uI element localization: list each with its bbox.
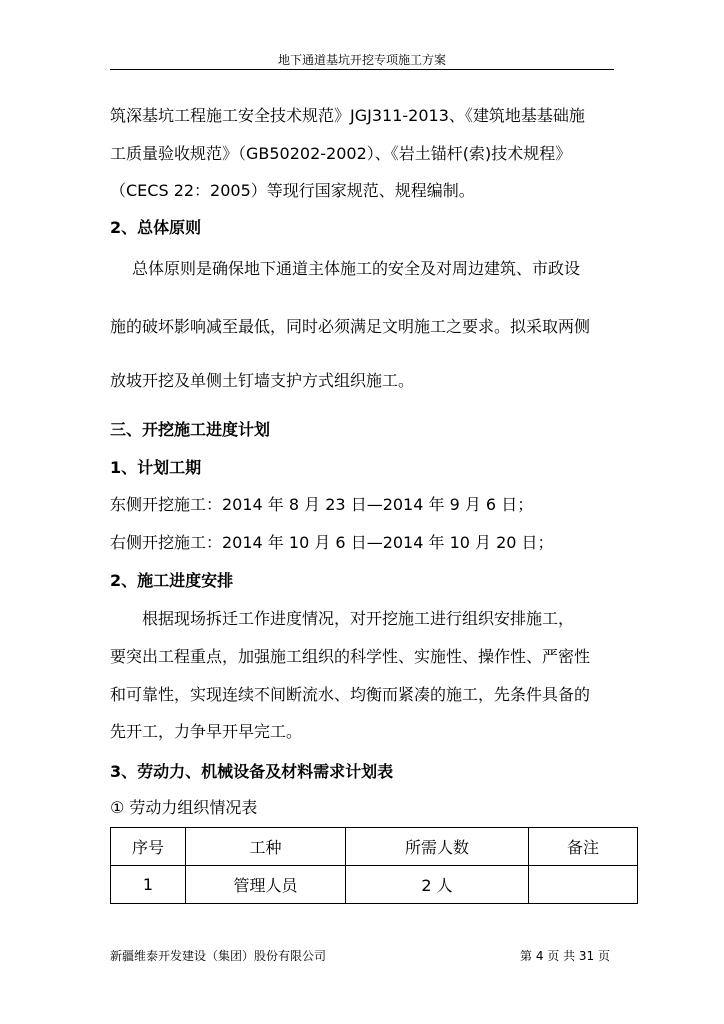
header-divider: [110, 69, 614, 70]
paragraph-line: 放坡开挖及单侧土钉墙支护方式组织施工。: [110, 371, 415, 390]
paragraph-line: 先开工，力争早开早完工。: [110, 722, 303, 741]
column-header: 备注: [529, 828, 638, 866]
paragraph-line: 工质量验收规范》（GB50202-2002）、《岩土锚杆(索)技术规程》: [110, 144, 572, 163]
paragraph-line: 和可靠性，实现连续不间断流水、均衡而紧凑的施工，先条件具备的: [110, 685, 591, 704]
table-cell: [529, 866, 638, 904]
footer-page-number: 第 4 页 共 31 页: [520, 949, 610, 963]
table-caption: ① 劳动力组织情况表: [110, 798, 258, 817]
paragraph-line: 筑深基坑工程施工安全技术规范》JGJ311-2013、《建筑地基基础施: [110, 106, 585, 125]
paragraph-line: 总体原则是确保地下通道主体施工的安全及对周边建筑、市政设: [132, 259, 581, 278]
page-header-title: 地下通道基坑开挖专项施工方案: [277, 53, 446, 67]
table-cell: 2 人: [346, 866, 529, 904]
table-row: [111, 866, 638, 904]
column-header: 序号: [111, 828, 186, 866]
table-cell: 管理人员: [186, 866, 346, 904]
paragraph-line: 要突出工程重点，加强施工组织的科学性、实施性、操作性、严密性: [110, 647, 591, 666]
chapter-heading-schedule: 三、开挖施工进度计划: [110, 420, 271, 439]
column-header: 工种: [186, 828, 346, 866]
section-heading-duration: 1、计划工期: [110, 458, 202, 477]
table-header-row: [111, 828, 638, 866]
schedule-right: 右侧开挖施工：2014 年 10 月 6 日—2014 年 10 月 20 日；: [110, 533, 554, 552]
section-heading-principles: 2、总体原则: [110, 218, 202, 237]
paragraph-line: 根据现场拆迁工作进度情况，对开挖施工进行组织安排施工，: [142, 609, 575, 628]
paragraph-line: （CECS 22：2005）等现行国家规范、规程编制。: [110, 181, 475, 200]
column-header: 所需人数: [346, 828, 529, 866]
paragraph-line: 施的破坏影响减至最低，同时必须满足文明施工之要求。拟采取两侧: [110, 317, 591, 336]
schedule-east: 东侧开挖施工：2014 年 8 月 23 日—2014 年 9 月 6 日；: [110, 495, 534, 514]
footer-company: 新疆维泰开发建设（集团）股份有限公司: [110, 949, 327, 963]
table-cell: 1: [111, 866, 186, 904]
section-heading-arrangement: 2、施工进度安排: [110, 571, 234, 590]
section-heading-resources: 3、劳动力、机械设备及材料需求计划表: [110, 762, 394, 781]
labor-table: [110, 827, 638, 904]
